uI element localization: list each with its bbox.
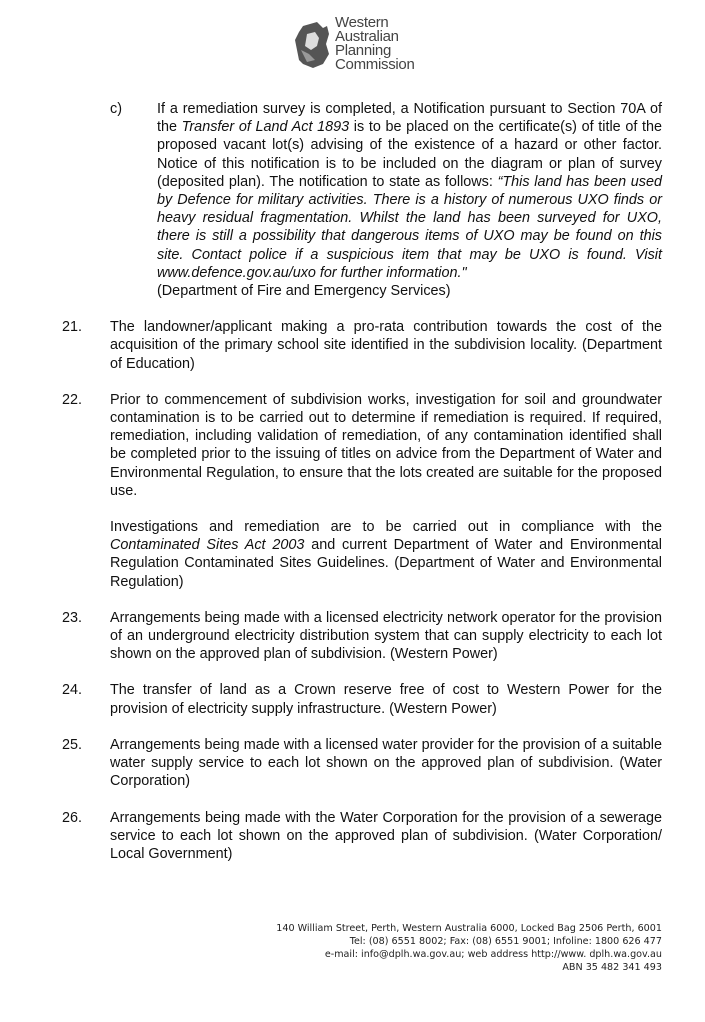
footer-web: e-mail: info@dplh.wa.gov.au; web address http://www. dplh.wa.gov.au bbox=[324, 949, 662, 960]
item-text: Arrangements being made with a licensed electricity network operator for the provision of an underground electricity distribution system that can supply electricity to each lot shown on the approved plan of subdivision. (Western Power) bbox=[110, 609, 662, 663]
paragraph: Investigations and remediation are to be carried out in compliance with the Contaminated Sites Act 2003 and current Department of Water and Environmental Regulation Contaminated Sites Guidelines. (Department of Water and Environmental Regulation) bbox=[110, 519, 662, 590]
item-number: 26. bbox=[62, 809, 83, 826]
condition-item-26 bbox=[62, 809, 662, 864]
item-text: The transfer of land as a Crown reserve free of cost to Western Power for the provision of electricity supply infrastructure. (Western Power) bbox=[110, 682, 662, 717]
item-text: Arrangements being made with a licensed water provider for the provision of a suitable water supply service to each lot shown on the approved plan of subdivision. (Water Corporation) bbox=[110, 736, 662, 790]
item-text: Arrangements being made with the Water Corporation for the provision of a sewerage service to each lot shown on the approved plan of subdivision. (Water Corporation/ Local Government) bbox=[110, 809, 662, 862]
wapc-logo bbox=[293, 14, 433, 78]
item-number: 25. bbox=[62, 736, 83, 753]
condition-subitem-c bbox=[110, 100, 662, 300]
condition-item-21 bbox=[62, 318, 662, 373]
conditions-list bbox=[62, 100, 662, 881]
item-number: 22. bbox=[62, 391, 83, 408]
page-footer bbox=[242, 922, 662, 974]
logo-line-1: Western bbox=[335, 14, 389, 31]
item-number: 23. bbox=[62, 609, 83, 626]
logo-line-2: Australian bbox=[335, 28, 399, 45]
condition-item-22 bbox=[62, 391, 662, 591]
item-text: If a remediation survey is completed, a Notification pursuant to Section 70A of the Transfer of Land Act 1893 is to be placed on the certificate(s) of title of the proposed vacant lot(s) advising of the existence of a hazard or other factor. Notice of this notification is to be included on the diagram or plan of survey (deposited plan). The notification to state as follows: “This land has been used by Defence for military activities. There is a history of numerous UXO finds or heavy residual fragmentation. Whilst the land has been surveyed for UXO, there is still a possibility that dangerous items of UXO may be found on this site. Contact police if a suspicious item that may be UXO is found. Visit www.defence.gov.au/uxo for further information." (Department of Fire and Emergency Services) bbox=[157, 101, 662, 300]
item-number: 24. bbox=[62, 682, 83, 699]
logo-line-3: Planning bbox=[335, 42, 391, 59]
agency-label: (Department of Fire and Emergency Services) bbox=[157, 283, 451, 300]
paragraph: Prior to commencement of subdivision works, investigation for soil and groundwater contamination is to be carried out to determine if remediation is required. If required, remediation, including validation of remediation, of any contamination identified shall be completed prior to the issuing of titles on advice from the Department of Water and Environmental Regulation, to ensure that the lots created are suitable for the proposed use. bbox=[110, 391, 662, 499]
wa-map-logo-icon bbox=[293, 20, 335, 70]
footer-contact: Tel: (08) 6551 8002; Fax: (08) 6551 9001; Infoline: 1800 626 477 bbox=[349, 936, 662, 947]
item-marker: c) bbox=[110, 101, 122, 117]
logo-line-4: Commission bbox=[335, 56, 415, 73]
item-text: The landowner/applicant making a pro-rata contribution towards the cost of the acquisition of the primary school site identified in the subdivision locality. (Department of Education) bbox=[110, 319, 662, 372]
condition-item-25 bbox=[62, 736, 662, 791]
footer-abn: ABN 35 482 341 493 bbox=[562, 962, 662, 973]
condition-item-24 bbox=[62, 681, 662, 717]
notification-quote: “This land has been used by Defence for military activities. There is a history of numerous UXO finds or heavy residual fragmentation. Whilst the land has been surveyed for UXO, there is still a possibility that dangerous items of UXO may be found on this site. Contact police if a suspicious item that may be UXO is found. Visit www.defence.gov.au/uxo for further information." bbox=[157, 173, 662, 281]
footer-address: 140 William Street, Perth, Western Australia 6000, Locked Bag 2506 Perth, 6001 bbox=[276, 923, 662, 934]
condition-item-23 bbox=[62, 609, 662, 664]
logo-wordmark bbox=[335, 16, 415, 72]
item-text bbox=[110, 391, 662, 591]
item-number: 21. bbox=[62, 319, 83, 336]
